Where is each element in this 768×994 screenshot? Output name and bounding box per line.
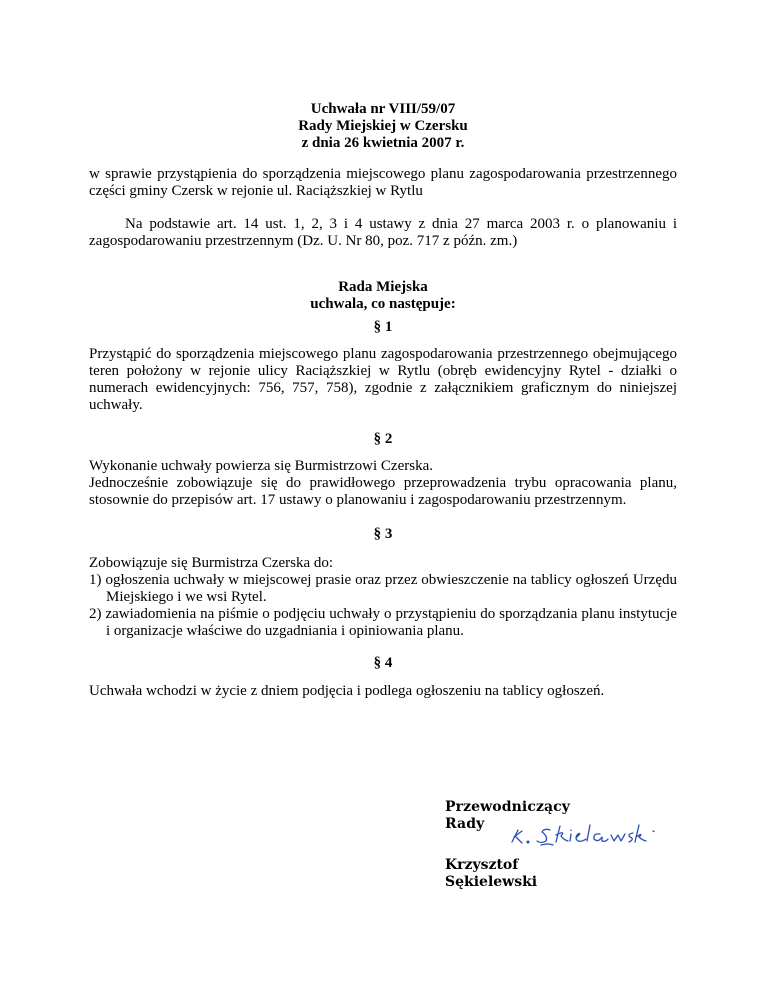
section-2-body xyxy=(89,458,677,509)
signature-role: Przewodniczący Rady xyxy=(445,799,571,832)
resolution-date: z dnia 26 kwietnia 2007 r. xyxy=(301,135,465,151)
council-resolves-text: uchwala, co następuje: xyxy=(310,296,456,312)
section-1-text: Przystąpić do sporządzenia miejscowego planu zagospodarowania przestrzennego obejmującego teren położony w rejonie ulicy Raciąższkiej w Rytlu (obręb ewidencyjny Rytel - działki o numerach ewidencyjnych: 756, 757, 758), zgodnie z załącznikiem graficznym do niniejszej uchwały. xyxy=(89,346,677,413)
section-3-item-1: 1) ogłoszenia uchwały w miejscowej prasie oraz przez obwieszczenie na tablicy ogłoszeń Urzędu Miejskiego i we wsi Rytel. xyxy=(89,572,677,605)
section-3-body xyxy=(89,555,677,640)
section-4-heading: § 4 xyxy=(373,655,393,671)
resolution-subject: w sprawie przystąpienia do sporządzenia miejscowego planu zagospodarowania przestrzennego części gminy Czersk w rejonie ul. Raciąższkiej w Rytlu xyxy=(89,166,677,199)
section-2-heading: § 2 xyxy=(373,431,393,447)
section-2-text-line1: Wykonanie uchwały powierza się Burmistrzowi Czerska. xyxy=(89,458,433,474)
section-3-item-2: 2) zawiadomienia na piśmie o podjęciu uchwały o przystąpieniu do sporządzania planu instytucje i organizacje właściwe do uzgadniania i opiniowania planu. xyxy=(89,606,677,639)
section-3-intro: Zobowiązuje się Burmistrza Czerska do: xyxy=(89,555,334,571)
legal-basis: Na podstawie art. 14 ust. 1, 2, 3 i 4 ustawy z dnia 27 marca 2003 r. o planowaniu i zagospodarowaniu przestrzennym (Dz. U. Nr 80, poz. 717 z późn. zm.) xyxy=(89,216,677,249)
section-1-heading: § 1 xyxy=(373,319,393,335)
council-resolves xyxy=(89,279,677,313)
resolution-header xyxy=(89,101,677,152)
section-2-text-line2: Jednocześnie zobowiązuje się do prawidłowego przeprowadzenia trybu opracowania planu, stosownie do przepisów art. 17 ustawy o planowaniu i zagospodarowaniu przestrzennym. xyxy=(89,475,677,508)
council-title: Rada Miejska xyxy=(338,279,428,295)
section-4-text: Uchwała wchodzi w życie z dniem podjęcia i podlega ogłoszeniu na tablicy ogłoszeń. xyxy=(89,683,605,699)
resolution-number: Uchwała nr VIII/59/07 xyxy=(310,101,456,117)
section-3-heading: § 3 xyxy=(373,526,393,542)
council-name: Rady Miejskiej w Czersku xyxy=(298,118,468,134)
signature-name: Krzysztof Sękielewski xyxy=(445,857,538,890)
handwritten-signature xyxy=(508,822,698,848)
